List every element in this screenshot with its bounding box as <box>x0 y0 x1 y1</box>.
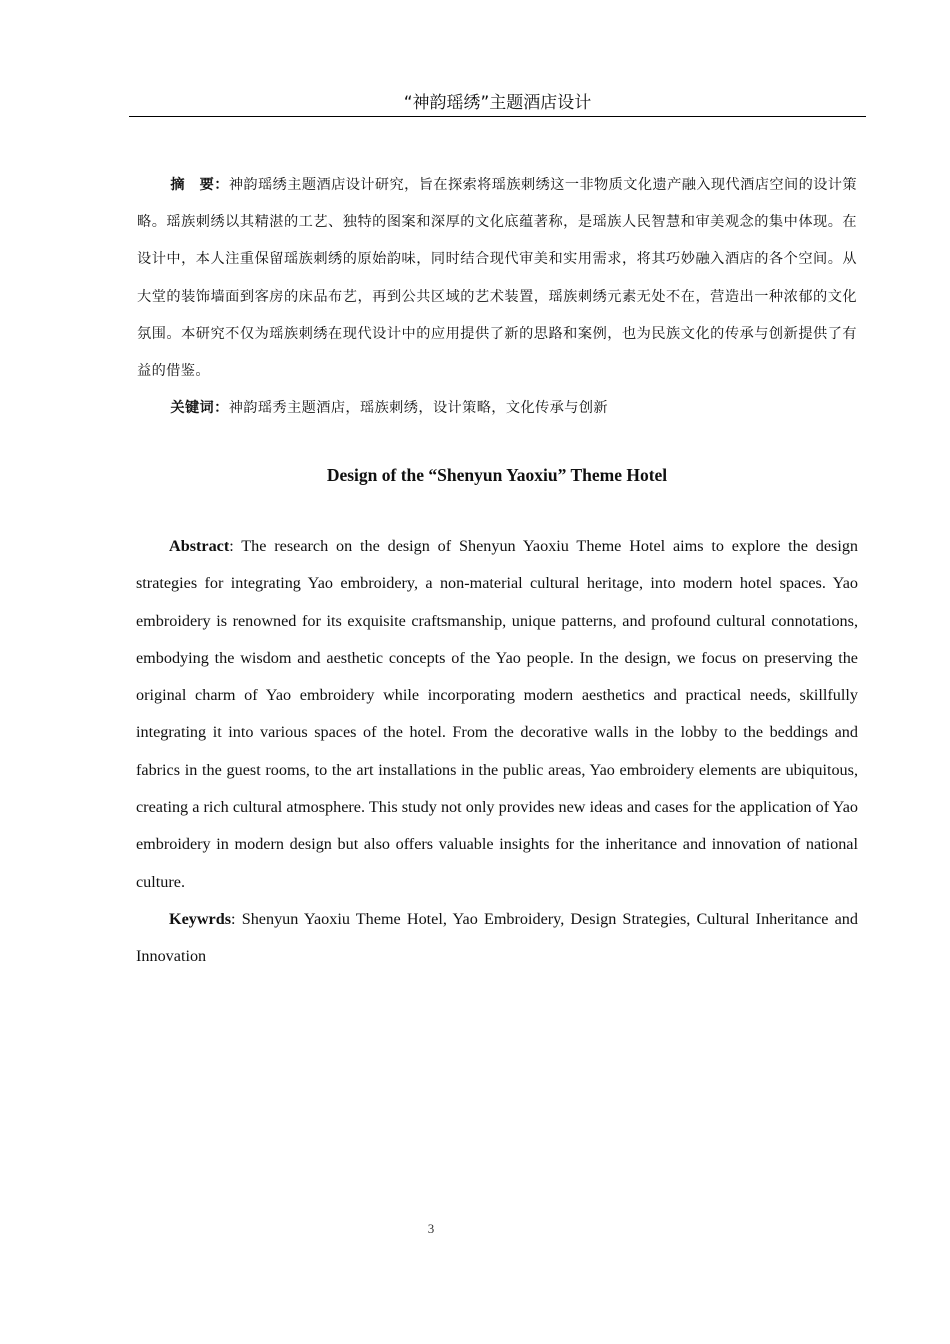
english-keywords-label: Keywrds <box>169 909 232 928</box>
english-title: Design of the “Shenyun Yaoxiu” Theme Hotel <box>326 465 668 485</box>
chinese-keywords-text: 神韵瑶秀主题酒店，瑶族刺绣，设计策略，文化传承与创新 <box>228 400 608 417</box>
chinese-abstract-text: 神韵瑶绣主题酒店设计研究，旨在探索将瑶族刺绣这一非物质文化遗产融入现代酒店空间的设计策略。瑶族刺绣以其精湛的工艺、独特的图案和深厚的文化底蕴著称，是瑶族人民智慧和审美观念的集中体现。在设计中，本人注重保留瑶族刺绣的原始韵味，同时结合现代审美和实用需求，将其巧妙融入酒店的各个空间。从大堂的装饰墙面到客房的床品布艺，再到公共区域的艺术装置，瑶族刺绣元素无处不在，营造出一种浓郁的文化氛围。本研究不仅为瑶族刺绣在现代设计中的应用提供了新的思路和案例，也为民族文化的传承与创新提供了有益的借鉴。 <box>137 177 858 380</box>
chinese-abstract-paragraph <box>137 167 857 390</box>
chinese-keywords-paragraph <box>137 390 857 427</box>
chinese-keywords-label: 关键词： <box>170 400 229 417</box>
english-abstract-label: Abstract <box>169 537 230 555</box>
english-abstract-section <box>136 528 858 976</box>
english-keywords-paragraph <box>136 901 858 976</box>
english-abstract-text: : The research on the design of Shenyun Yaoxiu Theme Hotel aims to explore the design strategies for integrating Yao embroidery, a non-material cultural heritage, into modern hotel spaces. Yao embroidery is renowned for its exquisite craftsmanship, unique patterns, and profound cultural connotations, embodying the wisdom and aesthetic concepts of the Yao people. In the design, we focus on preserving the original charm of Yao embroidery while incorporating modern aesthetics and practical needs, skillfully integrating it into various spaces of the hotel. From the decorative walls in the lobby to the beddings and fabrics in the guest rooms, to the art installations in the public areas, Yao embroidery elements are ubiquitous, creating a rich cultural atmosphere. This study not only provides new ideas and cases for the application of Yao embroidery in modern design but also offers valuable insights for the inheritance and innovation of national culture. <box>136 537 858 891</box>
chinese-abstract-section <box>137 167 857 427</box>
page-number: 3 <box>427 1221 435 1236</box>
header-title: “神韵瑶绣”主题酒店设计 <box>403 93 592 113</box>
chinese-abstract-label: 摘 要： <box>170 177 229 193</box>
page-header <box>129 90 866 117</box>
english-keywords-text: : Shenyun Yaoxiu Theme Hotel, Yao Embroidery, Design Strategies, Cultural Inheritance and Innovation <box>136 909 858 966</box>
english-abstract-paragraph <box>136 528 858 901</box>
